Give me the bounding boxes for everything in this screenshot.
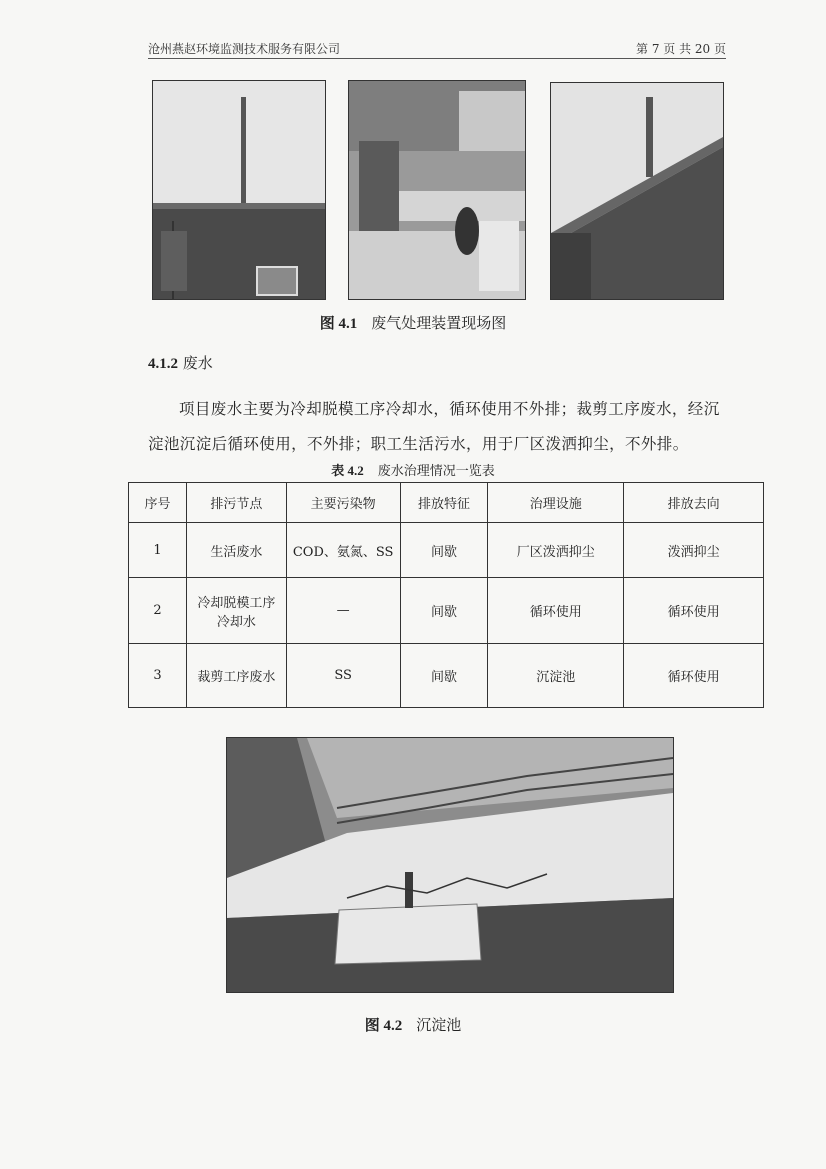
sedimentation-tank-photo [226, 737, 674, 993]
figure-4-2-title: 沉淀池 [416, 1016, 462, 1034]
table-cell: SS [286, 644, 400, 708]
table-row [129, 644, 764, 708]
table-4-2-title: 废水治理情况一览表 [377, 464, 495, 479]
wastewater-table [128, 482, 764, 708]
table-cell: 冷却脱模工序冷却水 [186, 578, 286, 644]
table-cell: 间歇 [400, 578, 488, 644]
table-header-cell: 排放去向 [624, 483, 764, 523]
table-row [129, 578, 764, 644]
table-cell: 循环使用 [624, 578, 764, 644]
company-name: 沧州燕赵环境监测技术服务有限公司 [148, 42, 341, 56]
table-cell: 沉淀池 [488, 644, 624, 708]
table-cell: 循环使用 [488, 578, 624, 644]
page-header [148, 36, 726, 59]
table-cell: 裁剪工序废水 [186, 644, 286, 708]
table-cell: 2 [129, 578, 187, 644]
exhaust-photo-chimney [152, 80, 326, 300]
figure-4-1-number: 图 4.1 [319, 316, 358, 332]
exhaust-photo-roof [550, 82, 724, 300]
table-header-row [129, 483, 764, 523]
exhaust-photo-workshop [348, 80, 526, 300]
figure-4-1-title: 废气处理装置现场图 [371, 314, 507, 332]
table-cell: 生活废水 [186, 523, 286, 578]
table-header-cell: 排污节点 [186, 483, 286, 523]
table-cell: COD、氨氮、SS [286, 523, 400, 578]
table-header-cell: 序号 [129, 483, 187, 523]
table-cell: 1 [129, 523, 187, 578]
table-4-2-caption [0, 460, 826, 479]
table-cell: 泼洒抑尘 [624, 523, 764, 578]
table-cell: — [286, 578, 400, 644]
table-header-cell: 治理设施 [488, 483, 624, 523]
figure-4-1-caption [0, 312, 826, 333]
page-number: 第 7 页 共 20 页 [636, 42, 726, 56]
table-header-cell: 主要污染物 [286, 483, 400, 523]
table-header-cell: 排放特征 [400, 483, 488, 523]
section-title: 废水 [182, 354, 213, 372]
figure-4-2-caption [0, 1014, 826, 1035]
table-4-2-number: 表 4.2 [331, 463, 364, 478]
table-cell: 循环使用 [624, 644, 764, 708]
table-cell: 厂区泼洒抑尘 [488, 523, 624, 578]
section-heading [148, 352, 213, 373]
table-cell: 间歇 [400, 523, 488, 578]
table-row [129, 523, 764, 578]
table-cell: 间歇 [400, 644, 488, 708]
figure-4-2-number: 图 4.2 [364, 1018, 403, 1034]
table-cell: 3 [129, 644, 187, 708]
body-paragraph: 项目废水主要为冷却脱模工序冷却水，循环使用不外排；裁剪工序废水，经沉淀池沉淀后循环使用，不外排；职工生活污水，用于厂区泼洒抑尘，不外排。 [148, 400, 720, 453]
section-number: 4.1.2 [148, 356, 178, 372]
